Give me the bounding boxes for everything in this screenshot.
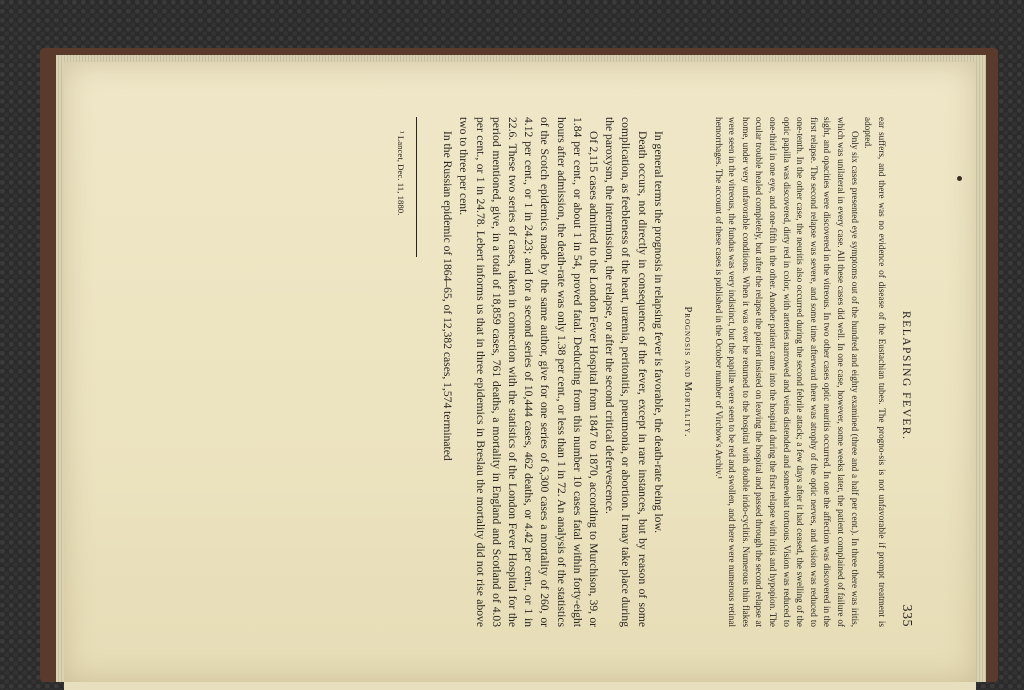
body-paragraph: In general terms the prognosis in relapsing fever is favorable, the death-rate being low.	[651, 131, 665, 533]
body-paragraph: Of 2,115 cases admitted to the London Fever Hospital from 1847 to 1870, according to Murchison, 39, or 1.84 per cent., or about 1 in 54, proved fatal. Deducting from this number 10 cases fatal within forty-eight hours after admission, the death-rate was only 1.38 per cent., or less than 1 in 72. An analysis of the statistics of the Scotch epidemics made by the same author, give for one series of 6,300 cases a mortality of 260, or 4.12 per cent., or 1 in 24.23; and for a second series of 10,444 cases, 462 deaths, or 4.42 per cent., or 1 in 22.6. These two series of cases, taken in connection with the statistics of the London Fever Hospital for the period mentioned, give, in a total of 18,859 cases, 761 deaths, a mortality in England and Scotland of 4.03 per cent., or 1 in 24.78. Lebert informs us that in three epidemics in Breslau the mortality did not rise above two to three per cent.	[457, 117, 601, 627]
intro-paragraph: ear suffers, and there was no evidence of disease of the Eustachian tubes. The progno-sis is not unfavorable if prompt treatment is adopted.	[863, 117, 887, 627]
running-head	[898, 117, 914, 627]
running-title: RELAPSING FEVER.	[900, 311, 912, 441]
body-paragraph: Death occurs, not directly in consequence of the fever, except in rare instances, but by reason of some complication, as feebleness of the heart, uræmia, peritonitis, pneumonia, or abortion. It may take place during the paroxysm, the intermission, the relapse, or after the second critical defervescence.	[603, 117, 649, 627]
body-paragraph: In the Russian epidemic of 1864–65, of 12,382 cases, 1,574 terminated	[441, 131, 455, 461]
page-number: 335	[899, 604, 914, 627]
section-heading: Prognosis and Mortality.	[682, 306, 694, 438]
page-text	[386, 117, 914, 627]
footnote-rule	[416, 117, 417, 257]
rotated-page-content	[64, 62, 976, 682]
eye-symptoms-paragraph: Only six cases presented eye symptoms out of the hundred and eighty examined (three and a half per cent.). In three there was iritis, which was unilateral in every case. All these cases did well. In one case, however, some weeks later, the patient complained of failure of sight, and opacities were discovered in the vitreous. In two other cases optic neuritis occurred. In one the affection was discovered in the first relapse. The second relapse was severe, and some time afterward there was atrophy of the optic nerves, and vision was reduced to one-tenth. In the other case, the neuritis also occurred during the second febrile attack; a few days after it had ceased, the swelling of the optic papilla was discovered, dirty red in color, with arteries narrowed and veins distended and somewhat tortuous. Vision was reduced to one-third in one eye, and one-fifth in the other. Another patient came into the hospital during the first relapse with iritis and hypopion. The ocular trouble healed completely, but after the relapse the patient insisted on leaving the hospital and passed through the second relapse at home, under very unfavorable conditions. When it was over he returned to the hospital with double irido-cyclitis. Numerous thin flakes were seen in the vitreous, the fundus was very indistinct, but the papillæ were seen to be red and swollen, and there were numerous retinal hemorrhages. The account of these cases is published in the October number of Virchow's Archiv.¹	[713, 117, 860, 627]
footnote: ¹ Lancet, Dec. 11, 1880.	[396, 131, 407, 216]
book-page	[64, 62, 976, 682]
